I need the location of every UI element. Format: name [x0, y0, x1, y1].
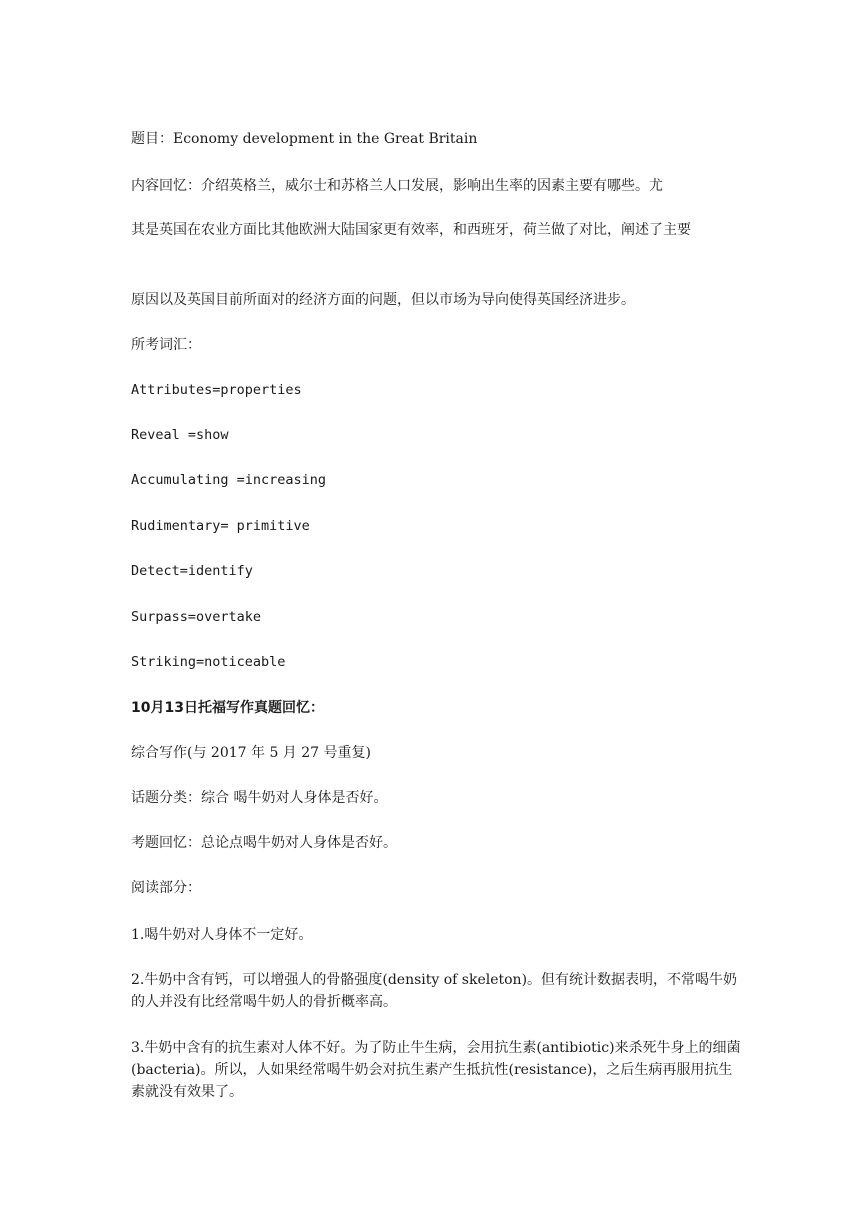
vocab-item: Detect=identify	[131, 563, 253, 579]
content-recall-line-1: 内容回忆：介绍英格兰，威尔士和苏格兰人口发展，影响出生率的因素主要有哪些。尤	[131, 178, 663, 194]
question-recall-line: 考题回忆：总论点喝牛奶对人身体是否好。	[131, 835, 397, 851]
vocab-item: Rudimentary= primitive	[131, 518, 310, 534]
topic-line: 题目：Economy development in the Great Britain	[131, 131, 478, 147]
reading-point-1: 1.喝牛奶对人身体不一定好。	[131, 927, 313, 943]
reading-point-2: 2.牛奶中含有钙，可以增强人的骨骼强度(density of skeleton)。但有统计数据表明，不常喝牛奶的人并没有比经常喝牛奶人的骨折概率高。	[131, 972, 738, 1010]
section-heading: 10月13日托福写作真题回忆：	[131, 700, 324, 716]
reading-heading: 阅读部分：	[131, 880, 201, 896]
vocab-item: Surpass=overtake	[131, 609, 262, 625]
integrated-writing-line: 综合写作(与 2017 年 5 月 27 号重复)	[131, 745, 371, 761]
vocab-item: Attributes=properties	[131, 382, 302, 398]
vocab-heading: 所考词汇：	[131, 337, 201, 353]
content-recall-line-3: 原因以及英国目前所面对的经济方面的问题，但以市场为导向使得英国经济进步。	[131, 292, 635, 308]
vocab-item: Accumulating =increasing	[131, 472, 327, 488]
topic-category-line: 话题分类：综合 喝牛奶对人身体是否好。	[131, 790, 388, 806]
reading-point-3: 3.牛奶中含有的抗生素对人体不好。为了防止牛生病，会用抗生素(antibiotic)来杀死牛身上的细菌(bacteria)。所以，人如果经常喝牛奶会对抗生素产生抵抗性(resistance)，之后生病再服用抗生素就没有效果了。	[131, 1040, 741, 1100]
content-recall-line-2: 其是英国在农业方面比其他欧洲大陆国家更有效率，和西班牙，荷兰做了对比，阐述了主要	[131, 222, 691, 238]
vocab-item: Striking=noticeable	[131, 654, 286, 670]
vocab-item: Reveal =show	[131, 427, 229, 443]
